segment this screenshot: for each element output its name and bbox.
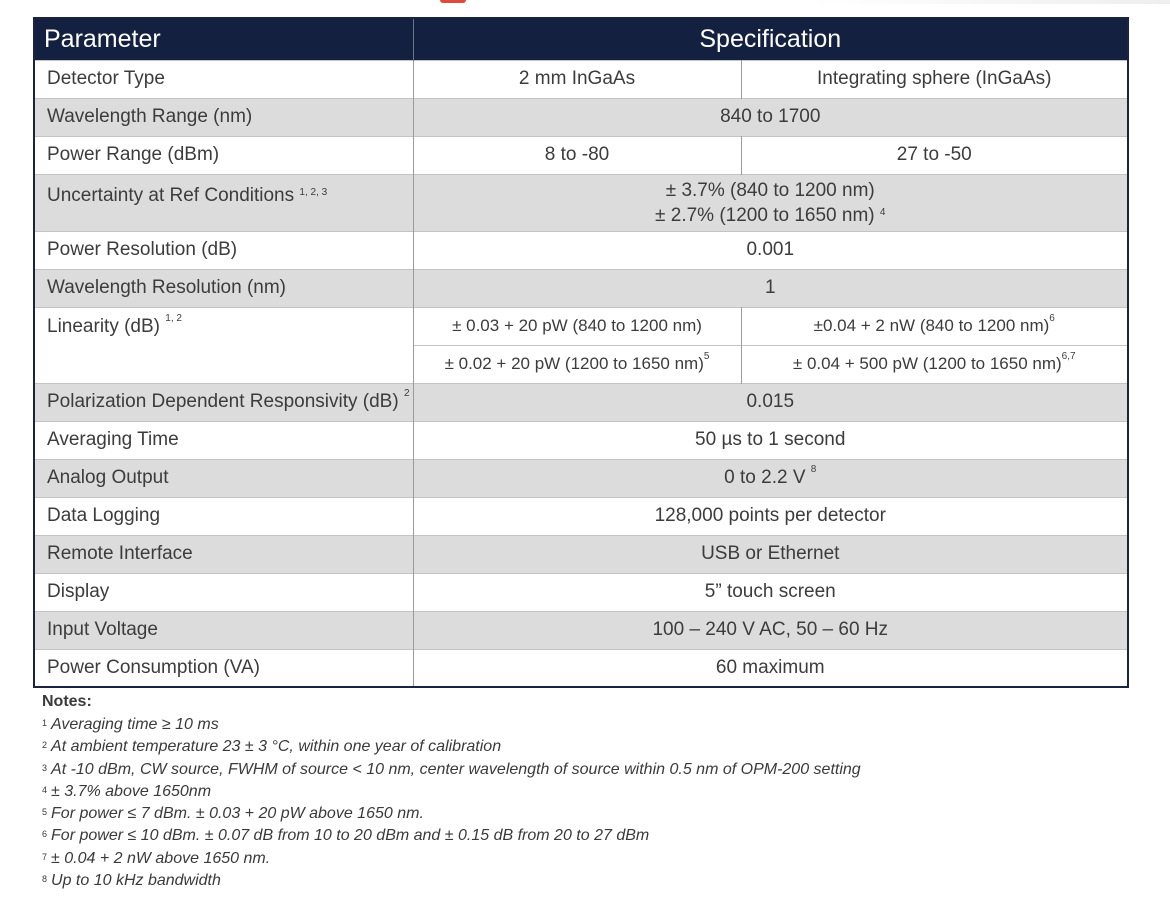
note-item [42,736,1122,758]
table-row [34,136,1128,174]
row-label: Wavelength Resolution (nm) [34,269,413,307]
row-label: Averaging Time [34,421,413,459]
value-text: ±0.04 + 2 nW (840 to 1200 nm) [813,316,1050,335]
row-label: Power Range (dBm) [34,136,413,174]
value-line-text: ± 2.7% (1200 to 1650 nm) [655,204,875,226]
value-text: ± 0.02 + 20 pW (1200 to 1650 nm) [444,354,704,373]
row-label [34,383,413,421]
row-label [34,307,413,383]
footnote-ref: 1, 2 [165,312,182,324]
value-line: ± 3.7% (840 to 1200 nm) [665,179,875,201]
row-label: Detector Type [34,60,413,98]
note-number: 1 [42,718,48,728]
row-value: 50 µs to 1 second [413,421,1128,459]
row-value: ± 0.03 + 20 pW (840 to 1200 nm) [413,307,741,345]
value-line [426,203,1116,228]
row-label [34,174,413,231]
table-row [34,60,1128,98]
row-value: 60 maximum [413,649,1128,687]
note-text: For power ≤ 10 dBm. ± 0.07 dB from 10 to 20 dBm and ± 0.15 dB from 20 to 27 dBm [51,827,650,845]
note-item [42,714,1122,736]
note-text: Averaging time ≥ 10 ms [51,716,219,733]
note-number: 4 [42,784,48,795]
row-value [413,174,1128,231]
note-item [42,781,1122,803]
row-label: Data Logging [34,497,413,535]
specification-table [33,17,1129,688]
row-label: Power Resolution (dB) [34,231,413,269]
row-value: 1 [413,269,1128,307]
row-value: 8 to -80 [413,136,741,174]
row-label-text: Polarization Dependent Responsivity (dB) [47,391,399,412]
note-item [42,870,1122,892]
note-text: For power ≤ 7 dBm. ± 0.03 + 20 pW above 1650 nm. [51,805,424,823]
row-value: 5” touch screen [413,573,1128,611]
row-value: 128,000 points per detector [413,497,1128,535]
row-label: Display [34,573,413,611]
row-label: Power Consumption (VA) [34,649,413,687]
table-row [34,497,1128,535]
row-value [741,307,1128,345]
table-row [34,383,1128,421]
note-text: ± 3.7% above 1650nm [51,782,212,800]
table-row [34,421,1128,459]
note-item [42,848,1122,870]
value-text: ± 0.04 + 500 pW (1200 to 1650 nm) [792,354,1062,373]
row-value: 840 to 1700 [413,98,1128,136]
footnote-ref: 4 [879,206,886,218]
note-number: 5 [42,807,48,818]
footnote-ref: 8 [810,464,817,475]
table-header-row [34,18,1128,60]
table-row [34,269,1128,307]
row-label: Remote Interface [34,535,413,573]
table-row [34,611,1128,649]
notes-title: Notes: [42,693,92,710]
note-number: 8 [42,874,48,885]
row-label: Wavelength Range (nm) [34,98,413,136]
note-text: At ambient temperature 23 ± 3 °C, within one year of calibration [51,738,502,756]
footnote-ref: 6 [1049,313,1055,324]
footnote-ref: 5 [703,351,710,362]
row-value [413,345,741,383]
table-row [34,98,1128,136]
header-parameter: Parameter [34,18,413,60]
row-label: Analog Output [34,459,413,497]
row-value: USB or Ethernet [413,535,1128,573]
row-value: 27 to -50 [741,136,1128,174]
note-text: Up to 10 kHz bandwidth [51,872,221,890]
note-item [42,825,1122,847]
table-row [34,535,1128,573]
row-value: 0.015 [413,383,1128,421]
table-row [34,174,1128,231]
note-item [42,803,1122,825]
row-label: Input Voltage [34,611,413,649]
note-number: 6 [42,829,48,840]
table-row [34,307,1128,345]
note-number: 3 [42,762,48,773]
note-text: At -10 dBm, CW source, FWHM of source < 10 nm, center wavelength of source within 0.5 nm of OPM-200 setting [51,760,861,778]
notes-section [42,693,1122,892]
note-number: 2 [42,740,48,751]
value-text: 0 to 2.2 V [724,467,806,488]
row-value: Integrating sphere (InGaAs) [741,60,1128,98]
note-text: ± 0.04 + 2 nW above 1650 nm. [51,849,271,867]
table-row [34,649,1128,687]
note-item [42,759,1122,781]
note-number: 7 [42,851,48,862]
top-fade-bar [810,0,1170,4]
row-label-text: Uncertainty at Ref Conditions [47,184,295,206]
row-value [741,345,1128,383]
table-row [34,573,1128,611]
footnote-ref: 2 [403,388,410,399]
table-row [34,231,1128,269]
top-accent-mark [440,0,466,3]
row-value: 100 – 240 V AC, 50 – 60 Hz [413,611,1128,649]
row-value [413,459,1128,497]
footnote-ref: 6,7 [1061,351,1076,362]
header-specification: Specification [413,18,1128,60]
footnote-ref: 1, 2, 3 [299,186,328,198]
row-label-text: Linearity (dB) [47,315,160,337]
row-value: 0.001 [413,231,1128,269]
row-value: 2 mm InGaAs [413,60,741,98]
table-row [34,459,1128,497]
